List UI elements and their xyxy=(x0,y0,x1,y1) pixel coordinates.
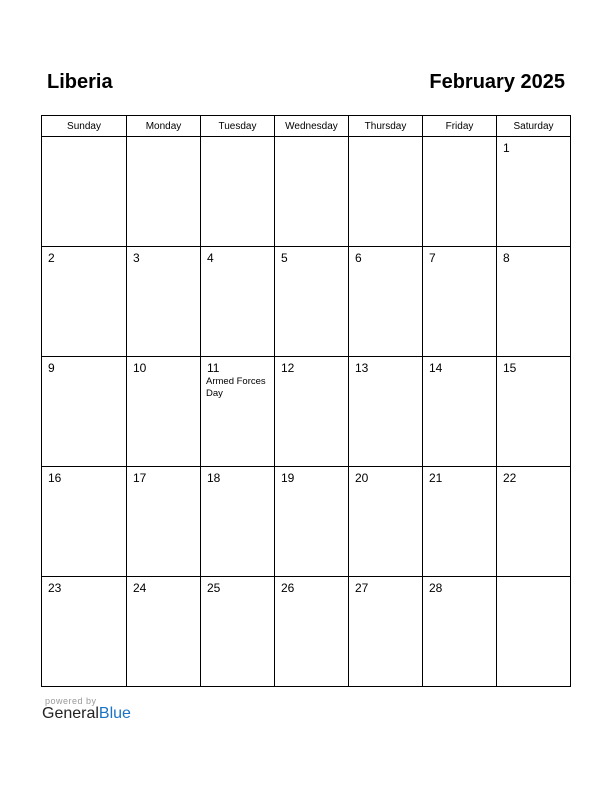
day-cell xyxy=(497,357,571,467)
country-title: Liberia xyxy=(47,71,113,93)
day-number: 12 xyxy=(281,361,295,375)
day-cell xyxy=(201,577,275,687)
day-number: 11 xyxy=(207,361,220,375)
day-cell xyxy=(349,247,423,357)
day-number: 16 xyxy=(48,471,62,485)
day-number: 13 xyxy=(355,361,369,375)
day-number xyxy=(201,137,274,141)
day-number: 4 xyxy=(207,251,214,265)
day-cell xyxy=(349,137,423,247)
day-number: 20 xyxy=(355,471,369,485)
day-cell xyxy=(42,467,127,577)
day-number: 2 xyxy=(48,251,55,265)
day-number: 24 xyxy=(133,581,147,595)
weekday-thursday: Thursday xyxy=(349,116,423,137)
day-number: 1 xyxy=(503,141,510,155)
day-cell xyxy=(497,137,571,247)
day-cell xyxy=(423,467,497,577)
day-cell xyxy=(127,137,201,247)
day-number: 23 xyxy=(48,581,62,595)
calendar-week-row xyxy=(42,467,571,577)
weekday-header-row xyxy=(42,116,571,137)
day-cell xyxy=(42,137,127,247)
day-number: 19 xyxy=(281,471,295,485)
day-cell xyxy=(201,247,275,357)
calendar-week-row xyxy=(42,137,571,247)
calendar-grid xyxy=(41,115,571,687)
day-number xyxy=(497,577,570,581)
day-cell xyxy=(275,577,349,687)
calendar-week-row xyxy=(42,577,571,687)
day-cell xyxy=(127,467,201,577)
day-cell xyxy=(497,577,571,687)
day-number: 6 xyxy=(355,251,362,265)
day-number: 5 xyxy=(281,251,288,265)
day-number: 21 xyxy=(429,471,443,485)
day-cell xyxy=(201,137,275,247)
day-number: 26 xyxy=(281,581,295,595)
day-cell xyxy=(423,137,497,247)
calendar-header xyxy=(47,71,565,99)
day-number xyxy=(423,137,496,141)
calendar-week-row xyxy=(42,357,571,467)
day-number: 22 xyxy=(503,471,517,485)
day-number: 17 xyxy=(133,471,147,485)
day-cell xyxy=(497,467,571,577)
powered-by-text: powered by xyxy=(45,696,97,706)
day-cell xyxy=(423,357,497,467)
day-cell xyxy=(497,247,571,357)
day-cell xyxy=(127,247,201,357)
day-number: 27 xyxy=(355,581,369,595)
day-cell xyxy=(349,357,423,467)
day-number: 15 xyxy=(503,361,517,375)
day-number: 28 xyxy=(429,581,443,595)
day-cell xyxy=(275,247,349,357)
weekday-monday: Monday xyxy=(127,116,201,137)
brand-general-text: General xyxy=(42,705,99,722)
day-number: 9 xyxy=(48,361,55,375)
day-number xyxy=(349,137,422,141)
weekday-saturday: Saturday xyxy=(497,116,571,137)
day-number xyxy=(42,137,126,141)
day-number: 3 xyxy=(133,251,140,265)
day-cell xyxy=(275,137,349,247)
day-cell xyxy=(201,467,275,577)
holiday-label: Armed Forces Day xyxy=(206,376,266,399)
weekday-wednesday: Wednesday xyxy=(275,116,349,137)
day-cell xyxy=(349,467,423,577)
weekday-tuesday: Tuesday xyxy=(201,116,275,137)
day-number: 18 xyxy=(207,471,221,485)
brand-blue-text: Blue xyxy=(98,705,131,722)
day-number: 25 xyxy=(207,581,221,595)
day-number: 14 xyxy=(429,361,443,375)
footer-branding xyxy=(42,696,131,723)
generalblue-logo xyxy=(42,705,131,723)
day-cell xyxy=(275,467,349,577)
day-cell xyxy=(42,247,127,357)
calendar-week-row xyxy=(42,247,571,357)
day-number xyxy=(127,137,200,141)
weekday-friday: Friday xyxy=(423,116,497,137)
day-number: 10 xyxy=(133,361,147,375)
day-cell xyxy=(201,357,275,467)
month-title: February 2025 xyxy=(429,71,565,93)
day-number: 7 xyxy=(429,251,436,265)
day-cell xyxy=(349,577,423,687)
day-number xyxy=(275,137,348,141)
day-cell xyxy=(127,357,201,467)
day-cell xyxy=(42,357,127,467)
day-cell xyxy=(275,357,349,467)
day-cell xyxy=(42,577,127,687)
day-cell xyxy=(127,577,201,687)
weekday-sunday: Sunday xyxy=(42,116,127,137)
day-cell xyxy=(423,577,497,687)
day-cell xyxy=(423,247,497,357)
day-number: 8 xyxy=(503,251,510,265)
